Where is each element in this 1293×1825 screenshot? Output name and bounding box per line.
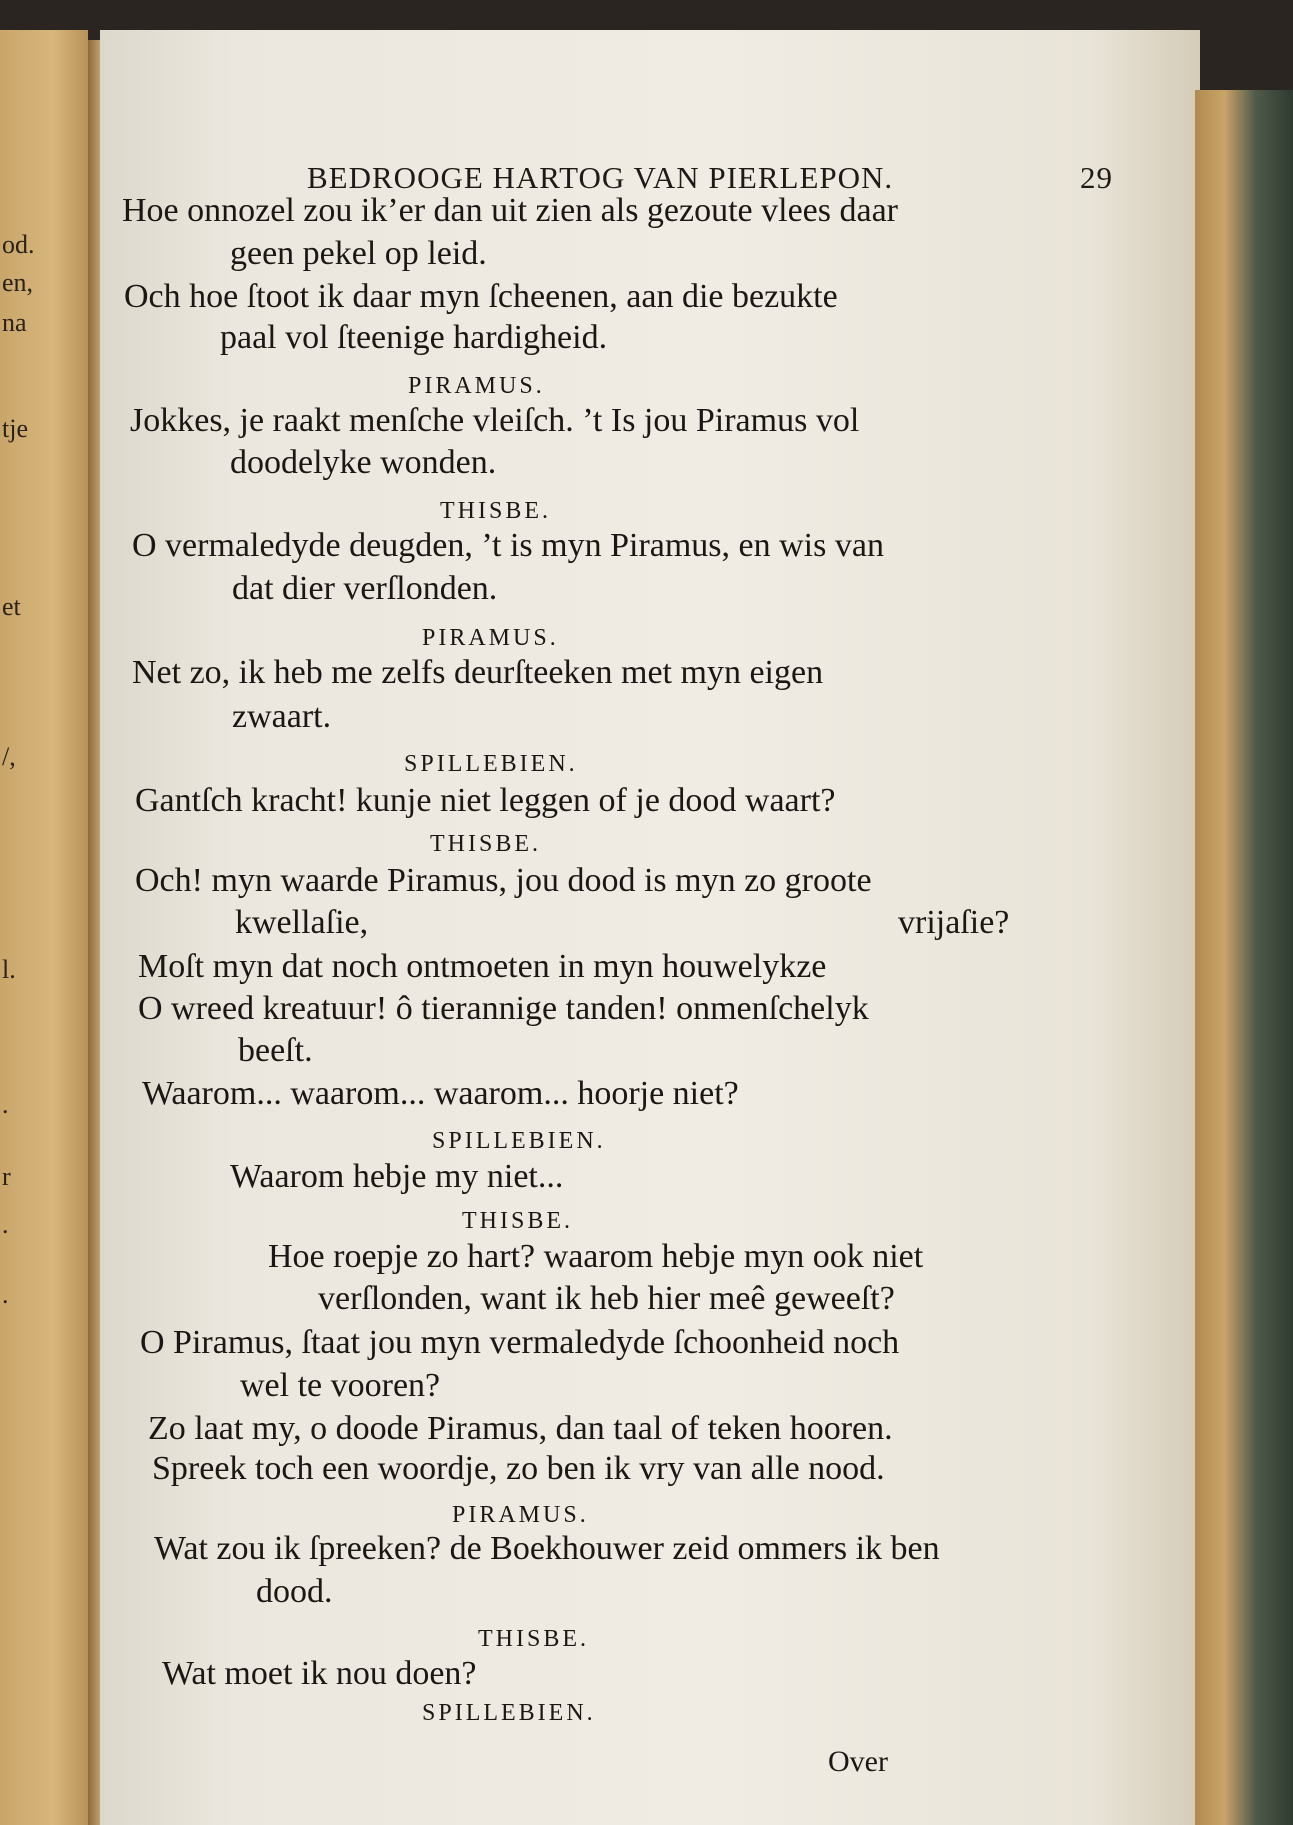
text-line: O Piramus, ſtaat jou myn vermaledyde ſchoonheid noch (140, 1324, 900, 1361)
text-line: Hoe onnozel zou ik’er dan uit zien als gezoute vlees daar (122, 192, 899, 229)
fragment: od. (2, 230, 35, 259)
text-line: zwaart. (232, 698, 332, 735)
text-line: Moſt myn dat noch ontmoeten in myn houwelykze (138, 948, 827, 985)
fragment: l. (2, 955, 16, 984)
speaker-name: THISBE. (462, 1208, 573, 1234)
speaker-name: SPILLEBIEN. (422, 1700, 596, 1726)
fragment: /, (2, 742, 16, 771)
text-line: Spreek toch een woordje, zo ben ik vry van alle nood. (152, 1450, 885, 1487)
text-line: Hoe roepje zo hart? waarom hebje myn ook niet (268, 1238, 924, 1275)
text-line: Waarom hebje my niet... (230, 1158, 564, 1195)
text-line: geen pekel op leid. (230, 235, 487, 272)
speaker-name: THISBE. (430, 831, 541, 857)
text-line: O wreed kreatuur! ô tierannige tanden! onmenſchelyk (138, 990, 869, 1027)
speaker-name: SPILLEBIEN. (404, 751, 578, 777)
text-line: Wat zou ik ſpreeken? de Boekhouwer zeid ommers ik ben (154, 1530, 940, 1567)
text-line: dood. (256, 1573, 333, 1610)
page-number: 29 (1080, 160, 1113, 195)
fragment: et (2, 592, 21, 621)
text-line: beeſt. (238, 1032, 313, 1069)
fragment: . (2, 1210, 9, 1239)
text-line: O vermaledyde deugden, ’t is myn Piramus, en wis van (132, 527, 884, 564)
running-head-title: BEDROOGE HARTOG VAN PIERLEPON. (307, 160, 894, 195)
text-line: kwellaſie, (235, 904, 369, 941)
speaker-name: PIRAMUS. (452, 1502, 589, 1528)
text-line: vrijaſie? (898, 904, 1010, 941)
facing-page-edge (0, 30, 88, 1825)
catchword: Over (828, 1745, 888, 1778)
text-line: Gantſch kracht! kunje niet leggen of je dood waart? (135, 782, 836, 819)
text-line: Wat moet ik nou doen? (162, 1655, 477, 1692)
text-line: paal vol ſteenige hardigheid. (220, 319, 608, 356)
speaker-name: THISBE. (440, 498, 551, 524)
text-line: Zo laat my, o doode Piramus, dan taal of teken hooren. (148, 1410, 893, 1447)
page-edges (1195, 90, 1293, 1825)
text-line: Waarom... waarom... waarom... hoorje niet? (142, 1075, 739, 1112)
text-line: Och hoe ſtoot ik daar myn ſcheenen, aan die bezukte (124, 278, 838, 315)
fragment: na (2, 308, 27, 337)
book-page (100, 30, 1200, 1825)
fragment: en, (2, 268, 34, 297)
speaker-name: THISBE. (478, 1626, 589, 1652)
text-line: verſlonden, want ik heb hier meê geweeſt? (318, 1280, 895, 1317)
fragment: . (2, 1280, 9, 1309)
fragment: r (2, 1162, 11, 1191)
speaker-name: SPILLEBIEN. (432, 1128, 606, 1154)
speaker-name: PIRAMUS. (422, 625, 559, 651)
fragment: tje (2, 414, 28, 443)
text-line: wel te vooren? (240, 1367, 441, 1404)
text-line: Och! myn waarde Piramus, jou dood is myn zo groote (135, 862, 872, 899)
text-line: doodelyke wonden. (230, 444, 497, 481)
speaker-name: PIRAMUS. (408, 373, 545, 399)
text-line: dat dier verſlonden. (232, 570, 498, 607)
text-line: Jokkes, je raakt menſche vleiſch. ’t Is jou Piramus vol (130, 402, 860, 439)
text-line: Net zo, ik heb me zelfs deurſteeken met myn eigen (132, 654, 824, 691)
fragment: . (2, 1090, 9, 1119)
